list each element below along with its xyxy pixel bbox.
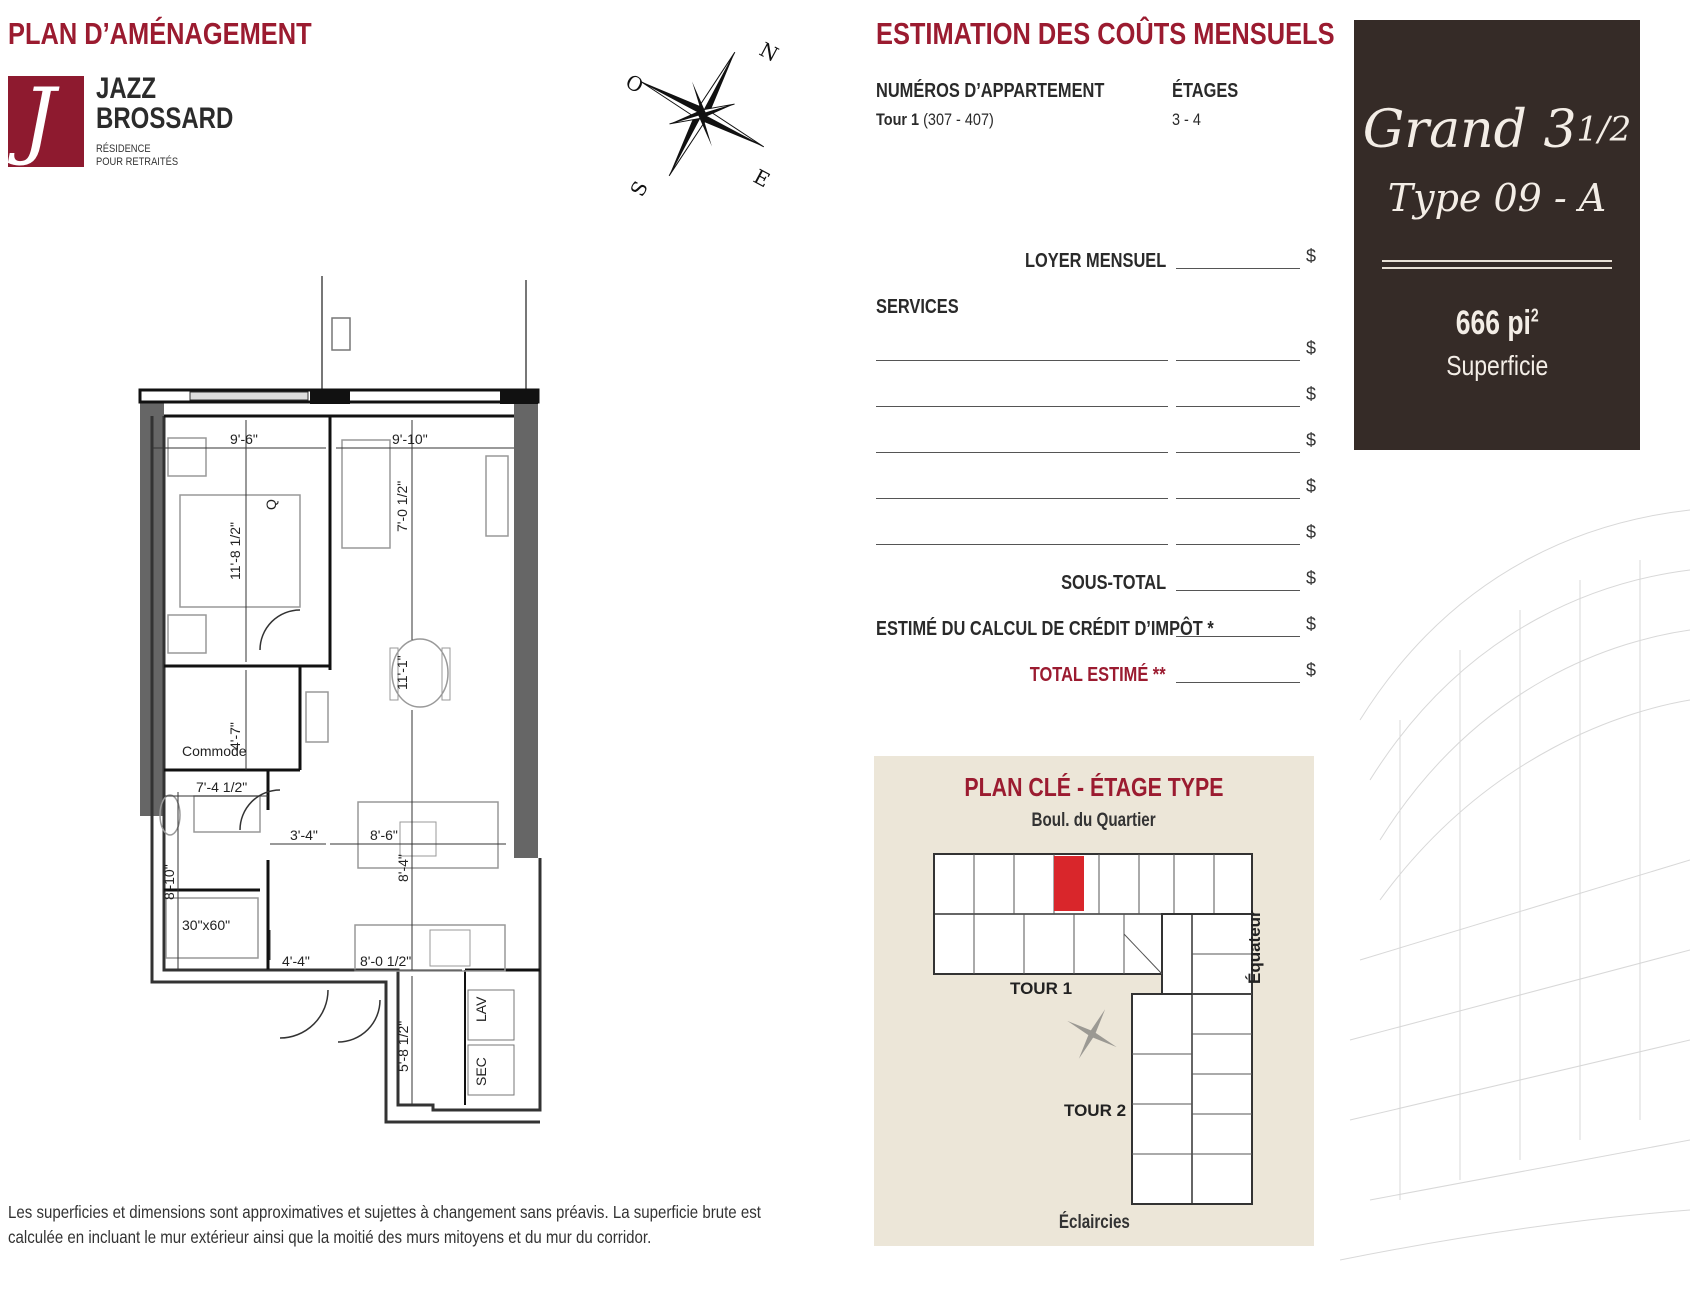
sous-total-field[interactable]: [1176, 590, 1300, 591]
footnote-line-1: Les superficies et dimensions sont approximatives et sujettes à changement sans préavis. La superficie brute est: [8, 1202, 761, 1222]
loyer-field[interactable]: [1176, 268, 1300, 269]
logo-jazz: JAZZ: [96, 72, 156, 105]
street-south: Éclaircies: [1058, 1212, 1130, 1233]
service-3-amount-field[interactable]: [1176, 452, 1300, 453]
logo-residence: RÉSIDENCE: [96, 143, 151, 155]
unit-fraction: 1/2: [1576, 109, 1632, 150]
sous-total-label: SOUS-TOTAL: [1060, 572, 1166, 594]
service-4-currency: $: [1306, 476, 1317, 496]
floor-plan: [130, 270, 550, 1130]
service-2-currency: $: [1306, 384, 1317, 404]
dim-8-4: 8'-4": [395, 854, 411, 882]
dim-11-8: 11'-8 1/2": [227, 522, 243, 580]
logo-brossard: BROSSARD: [96, 102, 234, 135]
tower-1-label: TOUR 1: [1010, 979, 1073, 998]
key-plan-map: [924, 844, 1264, 1214]
credit-field[interactable]: [1176, 636, 1300, 637]
compass-o: O: [621, 69, 648, 99]
service-5-amount-field[interactable]: [1176, 544, 1300, 545]
tower-name: Tour 1: [876, 110, 920, 129]
key-plan-title-wrap: [874, 772, 1314, 803]
dim-5-8: 5'-8 1/2": [395, 1020, 411, 1072]
dim-7-0: 7'-0 1/2": [394, 480, 410, 532]
unit-area-label: Superficie: [1445, 350, 1549, 381]
compass-e: E: [749, 164, 774, 193]
credit-currency: $: [1306, 614, 1317, 634]
service-2-name-field[interactable]: [876, 406, 1168, 407]
dim-8-10: 8'-10": [161, 864, 177, 900]
unit-area-sup: 2: [1530, 305, 1539, 326]
logo-letter: J: [22, 70, 56, 168]
dim-8-6: 8'-6": [370, 827, 398, 843]
sous-total-currency: $: [1306, 568, 1317, 588]
compass-n: N: [755, 37, 783, 67]
unit-area-value: 666 pi: [1455, 304, 1531, 342]
loyer-label: LOYER MENSUEL: [1024, 250, 1166, 272]
floors-label: ÉTAGES: [1172, 80, 1239, 102]
unit-area: [1456, 304, 1539, 343]
service-4-name-field[interactable]: [876, 498, 1168, 499]
loyer-currency: $: [1306, 246, 1317, 266]
total-label: TOTAL ESTIMÉ **: [1030, 664, 1166, 686]
logo-retraites: POUR RETRAITÉS: [96, 156, 179, 168]
service-2-amount-field[interactable]: [1176, 406, 1300, 407]
floors-value: 3 - 4: [1172, 110, 1201, 129]
key-plan-title: PLAN CLÉ - ÉTAGE TYPE: [964, 772, 1224, 802]
page-title-right: ESTIMATION DES COÛTS MENSUELS: [876, 16, 1335, 51]
dim-4-4: 4'-4": [282, 953, 310, 969]
bed-q-label: Q: [263, 499, 279, 510]
dim-11-1: 11'-1": [394, 655, 410, 690]
key-plan-highlight: [1054, 856, 1084, 911]
commode-label: Commode: [182, 743, 247, 759]
key-plan-panel: [874, 756, 1314, 1246]
compass-rose-icon: [620, 16, 790, 206]
service-5-currency: $: [1306, 522, 1317, 542]
dim-8-0: 8'-0 1/2": [360, 953, 412, 969]
service-4-amount-field[interactable]: [1176, 498, 1300, 499]
service-5-name-field[interactable]: [876, 544, 1168, 545]
compass-s: S: [625, 176, 653, 201]
footnote-line-2: calculée en incluant le mur extérieur ainsi que la moitié des murs mitoyens et du mur du corridor.: [8, 1227, 652, 1247]
service-1-amount-field[interactable]: [1176, 360, 1300, 361]
logo-mark: [8, 70, 84, 168]
sec-label: SEC: [473, 1057, 489, 1086]
architecture-sketch-illustration: [1340, 480, 1690, 1306]
unit-type: Type 09 - A: [1387, 176, 1607, 220]
tower-2-label: TOUR 2: [1064, 1101, 1127, 1120]
lav-label: LAV: [473, 996, 489, 1022]
service-3-name-field[interactable]: [876, 452, 1168, 453]
service-1-currency: $: [1306, 338, 1317, 358]
apartment-numbers-row: [876, 110, 994, 130]
unit-card: [1354, 20, 1640, 450]
unit-name: Grand 3: [1362, 100, 1577, 160]
apartment-numbers: (307 - 407): [923, 110, 994, 129]
dim-9-10: 9'-10": [392, 431, 428, 447]
dim-9-6: 9'-6": [230, 431, 258, 447]
dim-3-4: 3'-4": [290, 827, 318, 843]
total-field[interactable]: [1176, 682, 1300, 683]
total-currency: $: [1306, 660, 1317, 680]
card-divider-1: [1382, 260, 1612, 262]
dim-4-7: 4'-7": [227, 722, 243, 750]
credit-label: ESTIMÉ DU CALCUL DE CRÉDIT D’IMPÔT *: [876, 618, 1214, 640]
service-3-currency: $: [1306, 430, 1317, 450]
page-title-left: PLAN D’AMÉNAGEMENT: [8, 16, 312, 51]
shower-label: 30"x60": [182, 917, 231, 933]
street-north: Boul. du Quartier: [1031, 810, 1157, 831]
apartment-numbers-label: NUMÉROS D’APPARTEMENT: [876, 80, 1105, 102]
dim-7-4: 7'-4 1/2": [196, 779, 248, 795]
service-1-name-field[interactable]: [876, 360, 1168, 361]
card-divider-2: [1382, 267, 1612, 269]
street-east: Équateur: [1245, 910, 1264, 984]
services-label: SERVICES: [876, 296, 959, 318]
